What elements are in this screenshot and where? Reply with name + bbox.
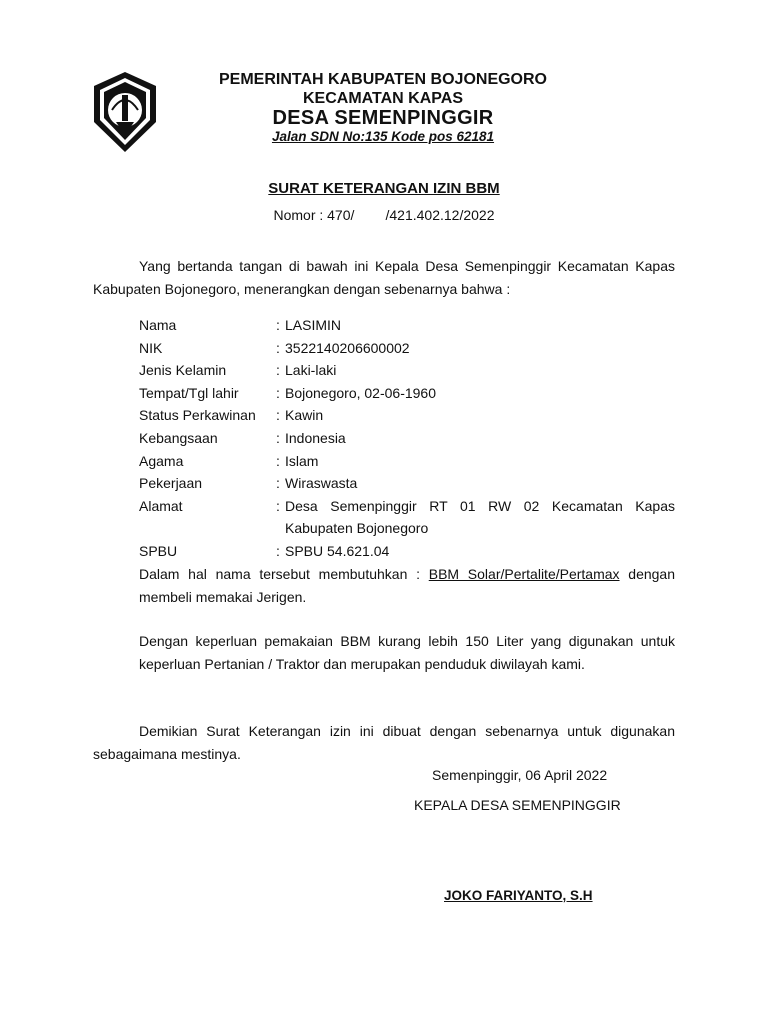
field-separator: : [276, 317, 280, 333]
field-value: SPBU 54.621.04 [285, 542, 390, 559]
field-label: Kebangsaan [139, 429, 218, 446]
field-label: Agama [139, 452, 184, 469]
field-value: Laki-laki [285, 362, 337, 379]
field-value: Wiraswasta [285, 475, 358, 492]
field-row-jenis-kelamin [139, 359, 675, 382]
field-separator: : [276, 475, 280, 492]
letterhead-district: KECAMATAN KAPAS [303, 90, 463, 107]
opening-paragraph: Yang bertanda tangan di bawah ini Kepala Desa Semenpinggir Kecamatan Kapas Kabupaten Bojonegoro, menerangkan dengan sebenarnya bahwa : [93, 258, 675, 297]
field-label: Tempat/Tgl lahir [139, 384, 239, 401]
field-value: LASIMIN [285, 317, 342, 333]
field-row-agama [139, 450, 675, 473]
fuel-need-prefix: Dalam hal nama tersebut membutuhkan : [139, 566, 429, 582]
field-label: SPBU [139, 542, 178, 559]
letterhead-address: Jalan SDN No:135 Kode pos 62181 [271, 129, 495, 144]
field-row-pekerjaan [139, 472, 675, 495]
field-separator: : [276, 407, 280, 424]
letter-number: Nomor : 470/ /421.402.12/2022 [273, 207, 495, 223]
field-row-alamat [139, 495, 675, 540]
field-separator: : [276, 429, 280, 446]
fuel-need-paragraph [139, 563, 679, 609]
field-row-nik [139, 337, 675, 360]
closing-paragraph: Demikian Surat Keterangan izin ini dibuat dengan sebenarnya untuk digunakan sebagaimana mestinya. [93, 723, 675, 762]
field-row-spbu [139, 540, 675, 563]
field-separator: : [276, 542, 280, 559]
field-label: Jenis Kelamin [139, 362, 227, 379]
field-separator: : [276, 339, 280, 356]
field-label: Pekerjaan [139, 475, 203, 492]
letter-title: SURAT KETERANGAN IZIN BBM [268, 180, 500, 197]
field-label: Status Perkawinan [139, 407, 256, 424]
signatory-title: KEPALA DESA SEMENPINGGIR [414, 797, 621, 813]
signatory-name: JOKO FARIYANTO, S.H [444, 888, 593, 903]
field-row-tempat-tgl-lahir [139, 382, 675, 405]
field-value: Islam [285, 452, 319, 469]
field-label: Alamat [139, 497, 183, 514]
field-separator: : [276, 497, 280, 514]
field-row-status-perkawinan [139, 404, 675, 427]
identity-table [139, 314, 675, 563]
field-label: NIK [139, 339, 163, 356]
field-row-nama [139, 314, 675, 337]
field-label: Nama [139, 317, 177, 333]
letterhead-village: DESA SEMENPINGGIR [272, 107, 494, 129]
usage-paragraph: Dengan keperluan pemakaian BBM kurang lebih 150 Liter yang digunakan untuk keperluan Pertanian / Traktor dan merupakan penduduk diwilayah kami. [139, 633, 675, 672]
field-value: Indonesia [285, 429, 346, 446]
field-value: 3522140206600002 [285, 339, 410, 356]
field-row-kebangsaan [139, 427, 675, 450]
fuel-type: BBM Solar/Pertalite/Pertamax [428, 566, 620, 582]
field-separator: : [276, 452, 280, 469]
field-value: Desa Semenpinggir RT 01 RW 02 Kecamatan Kapas Kabupaten Bojonegoro [285, 497, 675, 537]
place-date: Semenpinggir, 06 April 2022 [432, 767, 608, 783]
field-separator: : [276, 384, 280, 401]
field-value: Bojonegoro, 02-06-1960 [285, 384, 437, 401]
letterhead-government: PEMERINTAH KABUPATEN BOJONEGORO [218, 71, 547, 88]
regency-emblem-logo [90, 70, 160, 154]
fuel-need-suffix: dengan membeli memakai Jerigen. [139, 566, 679, 605]
field-separator: : [276, 362, 280, 379]
field-value: Kawin [285, 407, 324, 424]
